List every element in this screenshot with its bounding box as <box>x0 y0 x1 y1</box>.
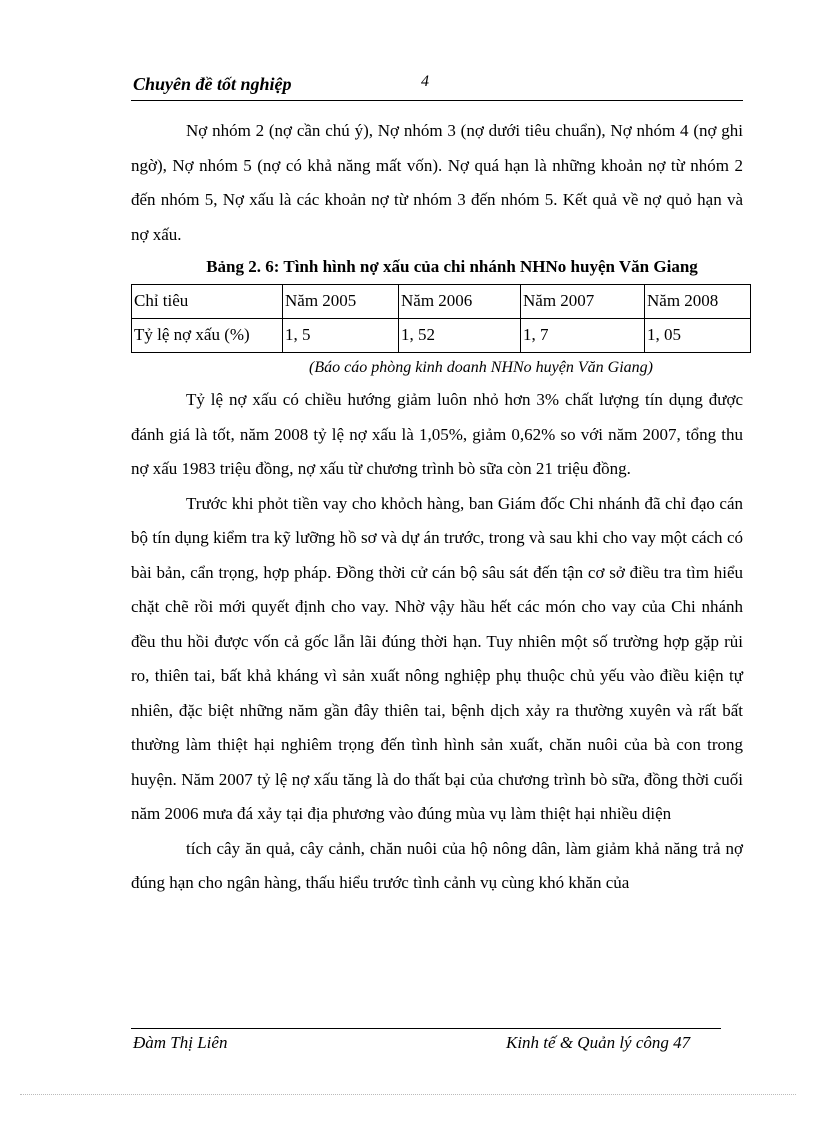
table-header-cell: Năm 2007 <box>521 285 645 319</box>
table-header-cell: Năm 2005 <box>283 285 399 319</box>
document-body <box>131 114 743 901</box>
document-header-title: Chuyên đề tốt nghiệp <box>133 74 292 94</box>
table-cell: 1, 7 <box>521 319 645 353</box>
footer-class: Kinh tế & Quản lý công 47 <box>506 1033 691 1052</box>
footer-author: Đàm Thị Liên <box>133 1033 228 1052</box>
table-caption: Bảng 2. 6: Tình hình nợ xấu của chi nhánh NHNo huyện Văn Giang <box>206 257 698 276</box>
paragraph-continuation: tích cây ăn quả, cây cảnh, chăn nuôi của hộ nông dân, làm giảm khả năng trả nợ đúng hạn cho ngân hàng, thấu hiểu trước tình cảnh vụ cùng khó khăn của <box>131 838 743 892</box>
footer-divider <box>131 1028 721 1029</box>
paragraph-lending-process: Trước khi phỏt tiền vay cho khỏch hàng, ban Giám đốc Chi nhánh đã chỉ đạo cán bộ tín dụng kiểm tra kỹ lưỡng hồ sơ và dự án trước, trong và sau khi cho vay một cách có bài bản, cẩn trọng, hợp pháp. Đồng thời cử cán bộ sâu sát đến tận cơ sở điều tra tìm hiểu chặt chẽ rồi mới quyết định cho vay. Nhờ vậy hầu hết các món cho vay của Chi nhánh đều thu hồi được vốn cả gốc lẫn lãi đúng thời hạn. Tuy nhiên một số trường hợp gặp rủi ro, thiên tai, bất khả kháng vì sản xuất nông nghiệp phụ thuộc chủ yếu vào điều kiện tự nhiên, đặc biệt những năm gần đây thiên tai, bệnh dịch xảy ra thường xuyên và rất bất thường làm thiệt hại nghiêm trọng đến tình hình sản xuất, chăn nuôi của bà con trong huyện. Năm 2007 tỷ lệ nợ xấu tăng là do thất bại của chương trình bò sữa, đồng thời cuối năm 2006 mưa đá xảy tại địa phương vào đúng mùa vụ làm thiệt hại nhiều diện <box>131 493 743 823</box>
table-cell: Tỷ lệ nợ xấu (%) <box>132 319 283 353</box>
table-source-note: (Báo cáo phòng kinh doanh NHNo huyện Văn Giang) <box>309 359 653 376</box>
table-header-cell: Năm 2006 <box>399 285 521 319</box>
table-header-cell: Năm 2008 <box>645 285 751 319</box>
paragraph-bad-debt-ratio: Tỷ lệ nợ xấu có chiều hướng giảm luôn nhỏ hơn 3% chất lượng tín dụng được đánh giá là tốt, năm 2008 tỷ lệ nợ xấu là 1,05%, giảm 0,62% so với năm 2007, tổng thu nợ xấu 1983 triệu đồng, nợ xấu từ chương trình bò sữa còn 21 triệu đồng. <box>131 390 743 478</box>
paragraph-debt-groups: Nợ nhóm 2 (nợ cần chú ý), Nợ nhóm 3 (nợ dưới tiêu chuẩn), Nợ nhóm 4 (nợ ghi ngờ), Nợ nhóm 5 (nợ có khả năng mất vốn). Nợ quá hạn là những khoản nợ từ nhóm 2 đến nhóm 5, Nợ xấu là các khoản nợ từ nhóm 3 đến nhóm 5. Kết quả về nợ quỏ hạn và nợ xấu. <box>131 121 743 244</box>
table-header-cell: Chỉ tiêu <box>132 285 283 319</box>
table-row <box>132 319 751 353</box>
page-bottom-edge <box>20 1094 796 1095</box>
table-cell: 1, 05 <box>645 319 751 353</box>
table-cell: 1, 52 <box>399 319 521 353</box>
page-number: 4 <box>421 73 429 90</box>
bad-debt-table <box>131 284 751 353</box>
header-divider <box>131 100 743 101</box>
table-cell: 1, 5 <box>283 319 399 353</box>
table-header-row <box>132 285 751 319</box>
